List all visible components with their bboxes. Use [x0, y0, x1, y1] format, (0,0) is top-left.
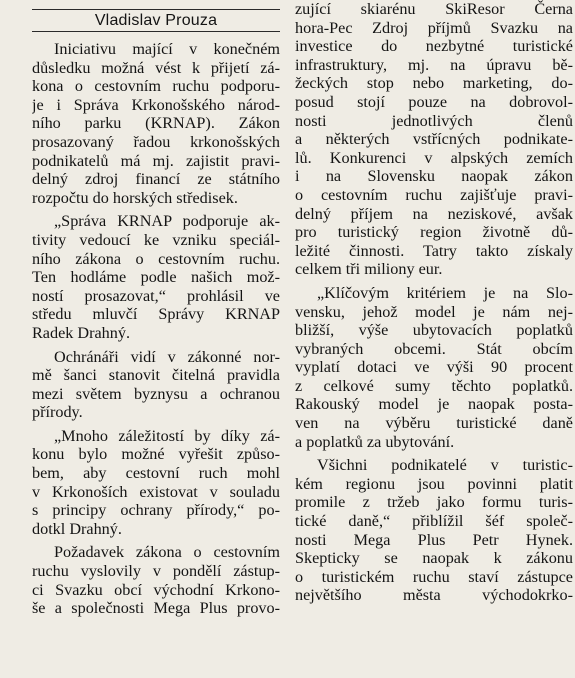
text-line: důsledku možná vést k přijetí zá-: [32, 58, 280, 77]
text-line: rozpočtu do horských středisek.: [32, 188, 238, 207]
right-column-text: [295, 0, 573, 605]
text-line: še a společnosti Mega Plus provo-: [32, 599, 280, 618]
text-line: „Mnoho záležitostí by díky zá-: [54, 426, 280, 445]
left-column-text: [32, 40, 280, 618]
text-line: mezi světem byznysu a ochranou: [32, 384, 280, 403]
text-line: největšího města východokrko-: [295, 586, 573, 605]
text-line: konu bylo možné vyřešit způso-: [32, 445, 280, 464]
text-line: infrastruktury, mj. na úpravu bě-: [295, 55, 573, 74]
text-line: a některých vstřícných podnikate-: [295, 130, 573, 149]
text-line: a poplatků za ubytování.: [295, 432, 455, 451]
text-line: ven na výběru turistické daně: [295, 414, 573, 433]
text-line: podnikatelů má mj. zajistit pravi-: [32, 151, 280, 170]
text-line: tické daně,“ přiblížil šéf společ-: [295, 512, 573, 531]
text-line: Ten hodláme podle našich mož-: [32, 268, 280, 287]
text-line: o turistickém ruchu staví zástupce: [295, 567, 573, 586]
text-line: o cestovním ruchu zajišťuje pravi-: [295, 185, 573, 204]
text-line: celkem tři miliony eur.: [295, 260, 443, 279]
text-line: investice do nezbytné turistické: [295, 37, 573, 56]
left-column: [32, 0, 280, 618]
text-line: Požadavek zákona o cestovním: [54, 543, 280, 562]
text-line: „Správa KRNAP podporuje ak-: [54, 212, 280, 231]
text-line: vensku, jehož model je nám nej-: [295, 302, 573, 321]
text-line: delný zdroj financí ze státního: [32, 170, 280, 189]
text-line: žeckých stop nebo marketing, do-: [295, 74, 573, 93]
text-line: Všichni podnikatelé v turistic-: [317, 456, 573, 475]
text-line: Rakouský model je naopak posta-: [295, 395, 573, 414]
text-line: středu mluvčí Správy KRNAP: [32, 305, 280, 324]
text-line: ci Svazku obcí východní Krkono-: [32, 580, 280, 599]
text-line: ního zákona o cestovním ruchu.: [32, 249, 280, 268]
text-line: delný příjem na neziskové, avšak: [295, 204, 573, 223]
text-line: bližší, výše ubytovacích poplatků: [295, 321, 573, 340]
text-line: i na Slovensku naopak zákon: [295, 167, 573, 186]
text-line: promile z tržeb jako formu turis-: [295, 493, 573, 512]
text-line: v Krkonoších existovat v souladu: [32, 482, 280, 501]
author-byline: Vladislav Prouza: [32, 9, 280, 32]
text-line: nosti Mega Plus Petr Hynek.: [295, 530, 573, 549]
text-line: ností prosazovat,“ prohlásil ve: [32, 286, 280, 305]
text-line: ruchu vyslovily v pondělí zástup-: [32, 562, 280, 581]
text-line: prosazovaný řadou krkonošských: [32, 132, 280, 151]
text-line: mě šanci stanovit čitelná pravidla: [32, 366, 280, 385]
text-line: s principy ochrany přírody,“ po-: [32, 501, 280, 520]
text-line: přírody.: [32, 403, 83, 422]
text-line: dotkl Drahný.: [32, 519, 122, 538]
text-line: posud stojí pouze na dobrovol-: [295, 92, 573, 111]
text-line: Skepticky se naopak k zákonu: [295, 549, 573, 568]
text-line: z celkové sumy těchto poplatků.: [295, 376, 573, 395]
text-line: „Klíčovým kritériem je na Slo-: [317, 283, 573, 302]
text-line: hora-Pec Zdroj příjmů Svazku na: [295, 18, 573, 37]
right-column: [295, 0, 573, 605]
text-line: ležité činnosti. Tatry takto získaly: [295, 241, 573, 260]
text-line: je i Správa Krkonošského národ-: [32, 95, 280, 114]
text-line: bem, aby cestovní ruch mohl: [32, 464, 280, 483]
text-line: vyplatí dotaci ve výši 90 procent: [295, 358, 573, 377]
text-line: Iniciativu mající v konečném: [54, 40, 280, 58]
text-line: kona o cestovním ruchu podporu-: [32, 77, 280, 96]
text-line: kém regionu jsou povinni platit: [295, 474, 573, 493]
text-line: Radek Drahný.: [32, 323, 130, 342]
text-line: vybraných obcemi. Stát obcím: [295, 339, 573, 358]
text-line: nosti jednotlivých členů: [295, 111, 573, 130]
text-line: tivity vedoucí ke vzniku speciál-: [32, 230, 280, 249]
text-line: pro turistický region životně dů-: [295, 223, 573, 242]
text-line: zující skiarénu SkiResor Černa: [295, 0, 573, 18]
text-line: lů. Konkurenci v alpských zemích: [295, 148, 573, 167]
text-line: ního parku (KRNAP). Zákon: [32, 114, 280, 133]
text-line: Ochránáři vidí v zákonné nor-: [54, 347, 280, 366]
